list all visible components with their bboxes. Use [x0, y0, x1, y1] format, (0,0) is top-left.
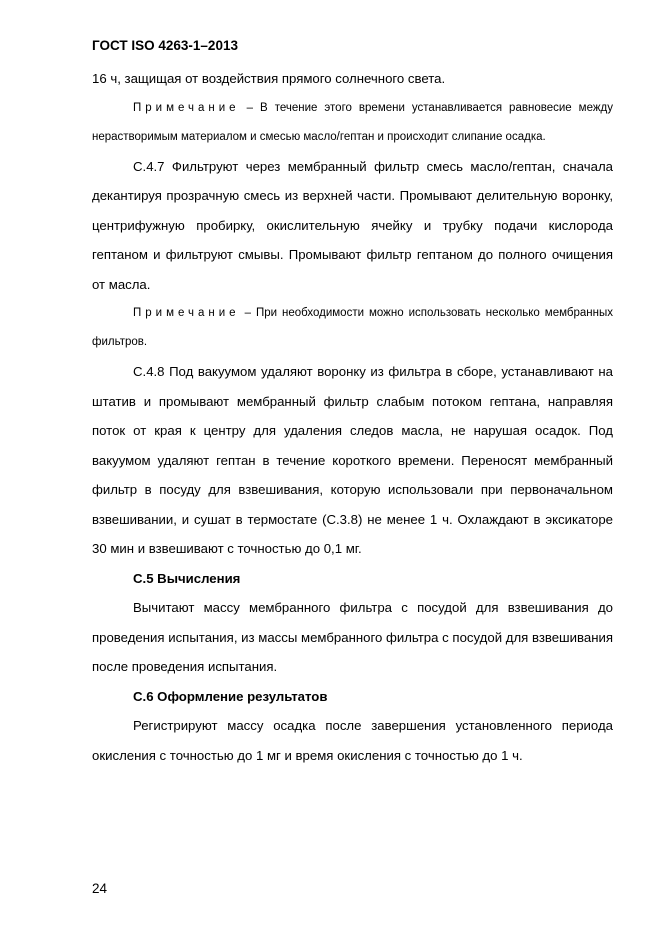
paragraph-c-5: Вычитают массу мембранного фильтра с посудой для взвешивания до проведения испытания, из массы мембранного фильтра с посудой для взвешивания после проведения испытания.: [92, 600, 613, 674]
section-heading-c-5: С.5 Вычисления: [133, 570, 241, 586]
paragraph-c-4-8: С.4.8 Под вакуумом удаляют воронку из фильтра в сборе, устанавливают на штатив и промывают мембранный фильтр слабым потоком гептана, направляя поток от края к центру для удаления следов масла, не нарушая осадок. Под вакуумом удаляют гептан в течение короткого времени. Переносят мембранный фильтр в посуду для взвешивания, которую использовали при первоначальном взвешивании, и сушат в термостате (С.3.8) не менее 1 ч. Охлаждают в эксикаторе 30 мин и взвешивают с точностью до 0,1 мг.: [92, 364, 613, 556]
note-label: Примечание: [133, 101, 240, 114]
note-1: [92, 94, 613, 152]
note-text: – При необходимости можно использовать несколько мембранных фильтров.: [92, 307, 613, 348]
document-header: ГОСТ ISO 4263-1–2013: [92, 38, 238, 53]
page-number: 24: [92, 881, 108, 896]
page-body: [92, 64, 613, 770]
paragraph-c-4-7: С.4.7 Фильтруют через мембранный фильтр смесь масло/гептан, сначала декантируя прозрачную смесь из верхней части. Промывают делительную воронку, центрифужную пробирку, окислительную ячейку и трубку подачи кислорода гептаном и фильтруют смывы. Промывают фильтр гептаном до полного очищения от масла.: [92, 158, 613, 292]
note-text: – В течение этого времени устанавливается равновесие между нерастворимым материалом и смесью масло/гептан и происходит слипание осадка.: [92, 101, 613, 143]
note-label: Примечание: [133, 307, 240, 319]
paragraph-continuation: 16 ч, защищая от воздействия прямого солнечного света.: [92, 71, 446, 86]
paragraph-c-6: Регистрируют массу осадка после завершения установленного периода окисления с точностью до 1 мг и время окисления с точностью до 1 ч.: [92, 718, 613, 763]
note-2: [92, 299, 613, 357]
section-heading-c-6: С.6 Оформление результатов: [133, 688, 328, 704]
